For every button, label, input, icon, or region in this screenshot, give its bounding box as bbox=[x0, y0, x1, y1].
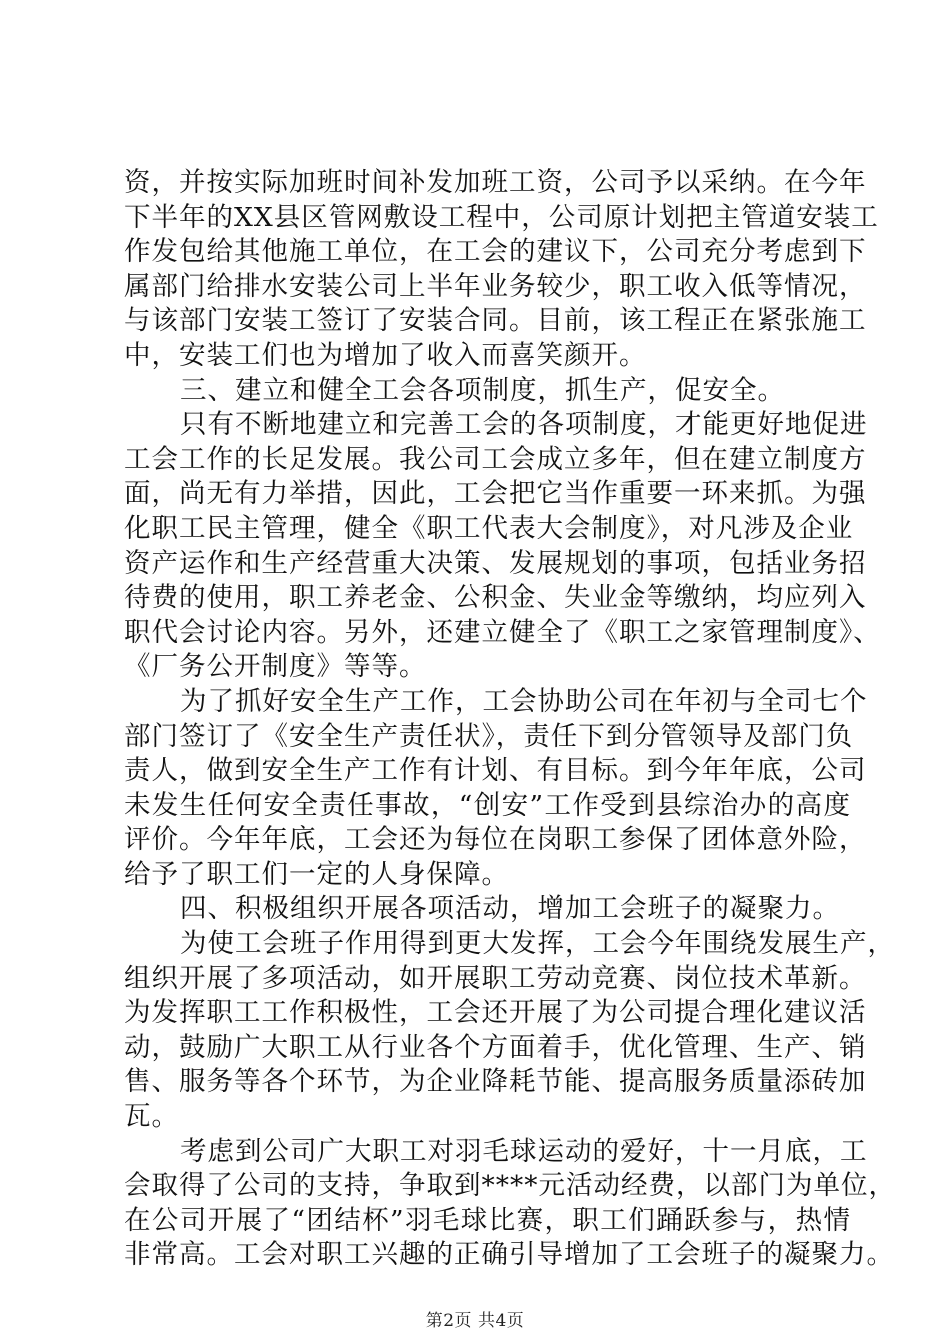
section-heading: 三、建立和健全工会各项制度，抓生产，促安全。 bbox=[180, 374, 785, 406]
page-number-footer: 第2页 共4页 bbox=[425, 1311, 525, 1331]
text-line: 作发包给其他施工单位，在工会的建议下，公司充分考虑到下 bbox=[124, 236, 867, 268]
text-line: 动，鼓励广大职工从行业各个方面着手，优化管理、生产、销 bbox=[124, 1031, 867, 1063]
text-line: 部门签订了《安全生产责任状》，责任下到分管领导及部门负 bbox=[124, 720, 854, 752]
text-line: 下半年的XX县区管网敷设工程中，公司原计划把主管道安装工 bbox=[124, 201, 879, 233]
text-line: 为了抓好安全生产工作，工会协助公司在年初与全司七个 bbox=[180, 685, 868, 717]
text-line: 评价。今年年底，工会还为每位在岗职工参保了团体意外险， bbox=[124, 824, 867, 856]
text-line: 待费的使用，职工养老金、公积金、失业金等缴纳，均应列入 bbox=[124, 582, 867, 614]
text-line: 资，并按实际加班时间补发加班工资，公司予以采纳。在今年 bbox=[124, 167, 867, 198]
text-line: 《厂务公开制度》等等。 bbox=[124, 651, 427, 683]
text-line: 为使工会班子作用得到更大发挥，工会今年围绕发展生产， bbox=[180, 928, 895, 960]
document-body bbox=[124, 166, 896, 1273]
text-line: 资产运作和生产经营重大决策、发展规划的事项，包括业务招 bbox=[124, 547, 867, 579]
text-line: 非常高。工会对职工兴趣的正确引导增加了工会班子的凝聚力。 bbox=[124, 1239, 894, 1271]
text-line: 责人，做到安全生产工作有计划、有目标。到今年年底，公司 bbox=[124, 755, 867, 787]
text-line: 工会工作的长足发展。我公司工会成立多年，但在建立制度方 bbox=[124, 443, 867, 475]
text-line: 属部门给排水安装公司上半年业务较少，职工收入低等情况， bbox=[124, 270, 867, 302]
text-line: 组织开展了多项活动，如开展职工劳动竞赛、岗位技术革新。 bbox=[124, 962, 867, 994]
text-line: 中，安装工们也为增加了收入而喜笑颜开。 bbox=[124, 339, 647, 371]
text-line: 瓦。 bbox=[124, 1101, 179, 1133]
section-heading: 四、积极组织开展各项活动，增加工会班子的凝聚力。 bbox=[180, 893, 840, 925]
text-line: 只有不断地建立和完善工会的各项制度，才能更好地促进 bbox=[180, 409, 868, 441]
text-line: 在公司开展了“团结杯”羽毛球比赛，职工们踊跃参与，热情 bbox=[124, 1204, 851, 1236]
text-line: 职代会讨论内容。另外，还建立健全了《职工之家管理制度》、 bbox=[124, 616, 881, 648]
text-line: 会取得了公司的支持，争取到****元活动经费，以部门为单位， bbox=[124, 1170, 896, 1202]
text-line: 为发挥职工工作积极性，工会还开展了为公司提合理化建议活 bbox=[124, 997, 867, 1029]
text-line: 化职工民主管理，健全《职工代表大会制度》，对凡涉及企业 bbox=[124, 512, 854, 544]
text-line: 未发生任何安全责任事故，“创安”工作受到县综治办的高度 bbox=[124, 789, 851, 821]
text-line: 考虑到公司广大职工对羽毛球运动的爱好，十一月底，工 bbox=[180, 1135, 868, 1167]
text-line: 给予了职工们一定的人身保障。 bbox=[124, 858, 509, 890]
text-line: 面，尚无有力举措，因此，工会把它当作重要一环来抓。为强 bbox=[124, 478, 867, 510]
text-line: 与该部门安装工签订了安装合同。目前，该工程正在紧张施工 bbox=[124, 305, 867, 337]
text-line: 售、服务等各个环节，为企业降耗节能、提高服务质量添砖加 bbox=[124, 1066, 867, 1098]
